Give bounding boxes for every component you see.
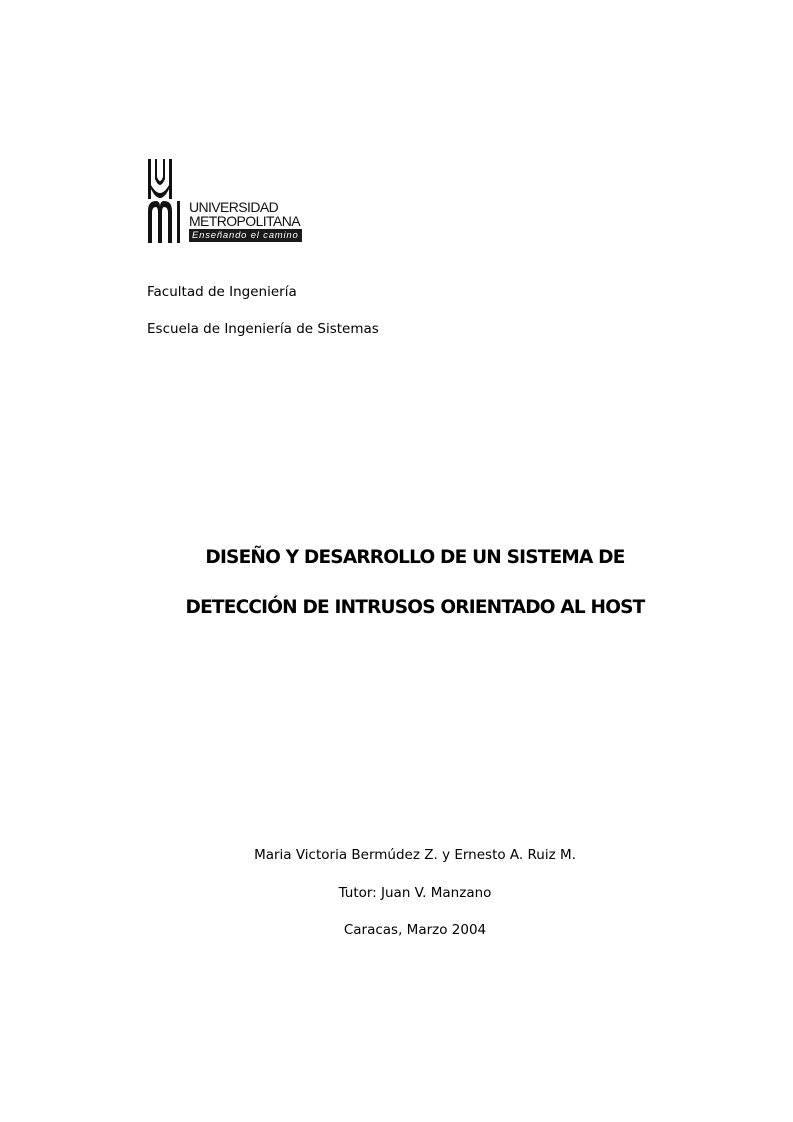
place-date: Caracas, Marzo 2004 [343,922,487,938]
document-title-line2: DETECCIÓN DE INTRUSOS ORIENTADO AL HOST [185,597,645,618]
tutor: Tutor: Juan V. Manzano [338,885,492,901]
faculty-name: Facultad de Ingeniería [147,284,297,300]
logo-motto: Enseñando el camino [189,229,302,242]
school-name: Escuela de Ingeniería de Sistemas [147,321,379,337]
document-title-line1: DISEÑO Y DESARROLLO DE UN SISTEMA DE [205,547,625,568]
university-logo [147,157,307,247]
logo-name-line2: METROPOLITANA [189,213,300,229]
authors: Maria Victoria Bermúdez Z. y Ernesto A. Ruiz M. [254,847,576,863]
university-emblem-icon [147,157,187,247]
logo-name-line1: UNIVERSIDAD [189,199,279,215]
